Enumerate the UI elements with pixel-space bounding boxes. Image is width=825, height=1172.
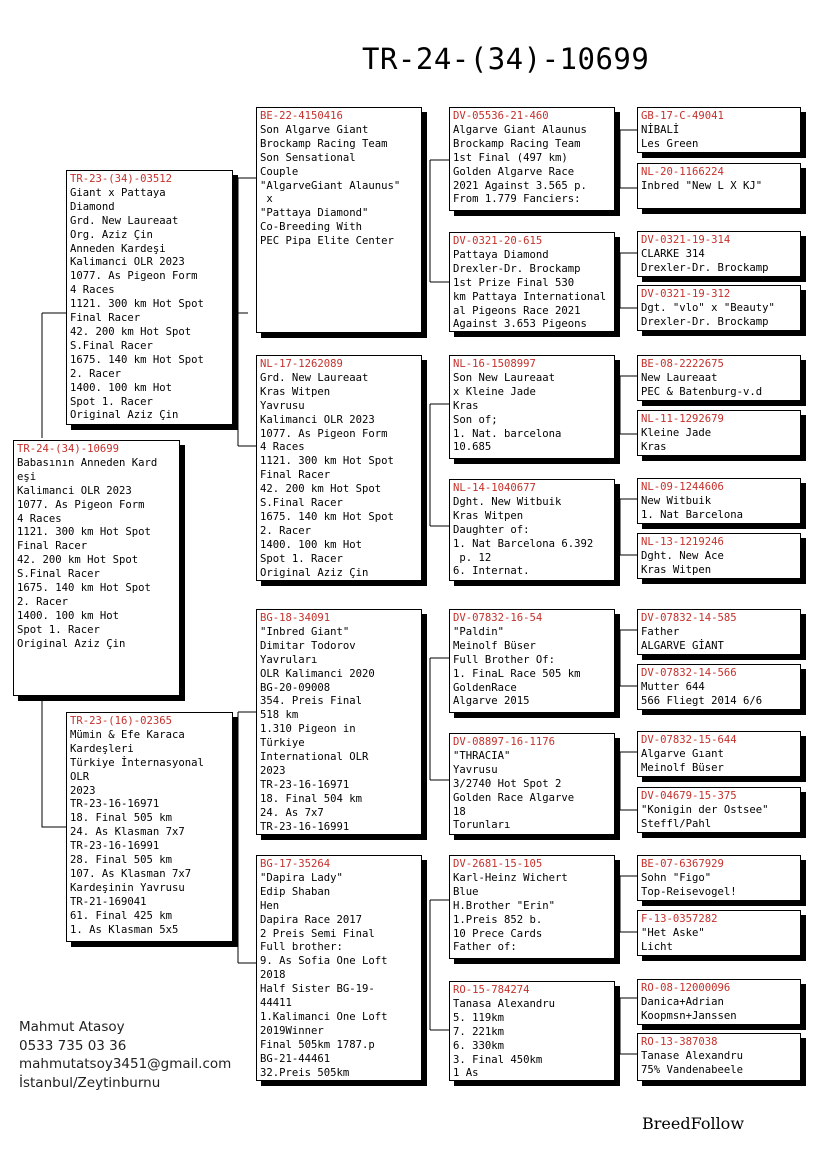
info-line: 1 As bbox=[453, 1067, 479, 1080]
info-line: Diamond bbox=[70, 200, 115, 213]
breeder-email[interactable]: mahmutatsoy3451@gmail.com bbox=[19, 1056, 232, 1073]
info-line: "AlgarveGiant Alaunus" bbox=[260, 179, 401, 192]
info-line: eşi bbox=[17, 470, 37, 483]
great-grandparent-card[interactable] bbox=[449, 232, 615, 332]
info-line: Tanase Alexandru bbox=[641, 1049, 744, 1062]
info-line: 354. Preis Final bbox=[260, 695, 363, 708]
great-grandparent-card[interactable] bbox=[449, 355, 615, 459]
info-line: Grd. New Laureaat bbox=[260, 371, 369, 384]
info-line: Brockamp Racing Team bbox=[453, 137, 581, 150]
ring-number: DV-07832-14-585 bbox=[641, 612, 737, 624]
info-line: 5. 119km bbox=[453, 1011, 505, 1024]
gg-grandparent-card[interactable] bbox=[637, 855, 801, 901]
breeder-contact bbox=[19, 1018, 231, 1092]
info-line: Final Racer bbox=[17, 540, 88, 553]
info-line: NİBALİ bbox=[641, 123, 680, 136]
ring-number: BE-08-2222675 bbox=[641, 358, 724, 370]
info-line: Daughter of: bbox=[453, 523, 530, 536]
ring-number: DV-07832-16-54 bbox=[453, 612, 543, 624]
info-line: Algarve Gıant bbox=[641, 747, 724, 760]
info-line: Dapira Race 2017 bbox=[260, 913, 363, 926]
info-line: S.Final Racer bbox=[70, 339, 153, 352]
ring-number: TR-23-(34)-03512 bbox=[70, 173, 173, 185]
ring-number: RO-08-12000096 bbox=[641, 982, 731, 994]
info-line: GoldenRace bbox=[453, 681, 517, 694]
info-line: Licht bbox=[641, 940, 673, 953]
info-line: 1. Nat Barcelona bbox=[641, 508, 744, 521]
ring-number: GB-17-C-49041 bbox=[641, 110, 724, 122]
info-line: Inbred "New L X KJ" bbox=[641, 179, 763, 192]
info-line: 2 Preis Semi Final bbox=[260, 927, 375, 940]
gg-grandparent-card[interactable] bbox=[637, 410, 801, 456]
info-line: 75% Vandenabeele bbox=[641, 1063, 744, 1076]
info-line: Drexler-Dr. Brockamp bbox=[453, 262, 581, 275]
info-line: PEC & Batenburg-v.d bbox=[641, 385, 763, 398]
info-line: Türkiye bbox=[260, 737, 305, 750]
gg-grandparent-card[interactable] bbox=[637, 231, 801, 277]
info-line: 3/2740 Hot Spot 2 bbox=[453, 777, 562, 790]
info-line: Kras Witpen bbox=[641, 563, 712, 576]
ring-number: TR-23-(16)-02365 bbox=[70, 715, 173, 727]
info-line: 24. As 7x7 bbox=[260, 806, 324, 819]
info-line: Final 505km 1787.p bbox=[260, 1038, 375, 1051]
info-line: Original Aziz Çin bbox=[260, 566, 369, 579]
ring-number: NL-14-1040677 bbox=[453, 482, 536, 494]
ring-number: NL-09-1244606 bbox=[641, 481, 724, 493]
info-line: 2023 bbox=[260, 764, 286, 777]
info-line: Kras Witpen bbox=[260, 385, 331, 398]
info-line: km Pattaya International bbox=[453, 290, 607, 303]
info-line: "Konigin der Ostsee" bbox=[641, 803, 769, 816]
info-line: TR-23-16-16991 bbox=[260, 820, 350, 833]
info-line: 10.685 bbox=[453, 441, 492, 454]
info-line: Algarve 2015 bbox=[453, 695, 530, 708]
info-line: From 1.779 Fanciers: bbox=[453, 193, 581, 206]
info-line: p. 12 bbox=[453, 551, 492, 564]
info-line: 566 Fliegt 2014 6/6 bbox=[641, 694, 763, 707]
info-line: Yavruları bbox=[260, 653, 318, 666]
info-line: Co-Breeding With bbox=[260, 221, 363, 234]
info-line: Father of: bbox=[453, 941, 517, 954]
ring-number: NL-11-1292679 bbox=[641, 413, 724, 425]
ring-number: NL-16-1508997 bbox=[453, 358, 536, 370]
info-line: al Pigeons Race 2021 bbox=[453, 304, 581, 317]
great-grandparent-card[interactable] bbox=[449, 855, 615, 959]
info-line: S.Final Racer bbox=[260, 497, 343, 510]
info-line: Couple bbox=[260, 165, 299, 178]
info-line: 1675. 140 km Hot Spot bbox=[70, 353, 204, 366]
ring-number: BG-17-35264 bbox=[260, 858, 331, 870]
ring-number: NL-17-1262089 bbox=[260, 358, 343, 370]
info-line: 6. Internat. bbox=[453, 565, 530, 578]
ring-number: DV-07832-15-644 bbox=[641, 734, 737, 746]
gg-grandparent-card[interactable] bbox=[637, 731, 801, 777]
info-line: 28. Final 505 km bbox=[70, 854, 173, 867]
info-line: "Het Aske" bbox=[641, 926, 705, 939]
info-line: 1st Prize Final 530 bbox=[453, 276, 575, 289]
gg-grandparent-card[interactable] bbox=[637, 910, 801, 956]
ring-number: DV-08897-16-1176 bbox=[453, 736, 556, 748]
info-line: "THRACIA" bbox=[453, 749, 511, 762]
info-line: Kardeşinin Yavrusu bbox=[70, 881, 185, 894]
breeder-city: İstanbul/Zeytinburnu bbox=[19, 1074, 161, 1091]
info-line: Brockamp Racing Team bbox=[260, 137, 388, 150]
info-line: Spot 1. Racer bbox=[17, 623, 100, 636]
ring-number: NL-20-1166224 bbox=[641, 166, 724, 178]
info-line: Blue bbox=[453, 885, 479, 898]
ring-number: DV-07832-14-566 bbox=[641, 667, 737, 679]
pedigree-title: TR-24-(34)-10699 bbox=[362, 42, 650, 76]
info-line: Dght. New Ace bbox=[641, 549, 724, 562]
info-line: BG-21-44461 bbox=[260, 1052, 331, 1065]
great-grandparent-card[interactable] bbox=[449, 107, 615, 211]
info-line: TR-23-16-16971 bbox=[260, 778, 350, 791]
info-line: 1.Preis 852 b. bbox=[453, 913, 543, 926]
info-line: TR-23-16-16991 bbox=[70, 840, 160, 853]
info-line: 6. 330km bbox=[453, 1039, 505, 1052]
info-line: 2. Racer bbox=[260, 524, 312, 537]
info-line: 1. FinaL Race 505 km bbox=[453, 667, 581, 680]
ring-number: BG-18-34091 bbox=[260, 612, 331, 624]
great-grandparent-card[interactable] bbox=[449, 479, 615, 581]
great-grandparent-card[interactable] bbox=[449, 733, 615, 835]
ring-number: DV-04679-15-375 bbox=[641, 790, 737, 802]
info-line: Golden Race Algarve bbox=[453, 791, 575, 804]
info-line: 1.310 Pigeon in bbox=[260, 723, 356, 736]
info-line: 518 km bbox=[260, 709, 299, 722]
info-line: Kardeşleri bbox=[70, 742, 134, 755]
info-line: OLR bbox=[70, 770, 90, 783]
info-line: 1077. As Pigeon Form bbox=[17, 498, 145, 511]
info-line: 42. 200 km Hot Spot bbox=[17, 554, 139, 567]
info-line: H.Brother "Erin" bbox=[453, 899, 556, 912]
info-line: Kalimanci OLR 2023 bbox=[17, 484, 132, 497]
info-line: Danica+Adrian bbox=[641, 995, 724, 1008]
info-line: "Pattaya Diamond" bbox=[260, 207, 369, 220]
info-line: Kalimanci OLR 2023 bbox=[260, 413, 375, 426]
info-line: 18 bbox=[453, 805, 466, 818]
info-line: Father bbox=[641, 625, 680, 638]
info-line: 24. As Klasman 7x7 bbox=[70, 826, 185, 839]
info-line: 4 Races bbox=[260, 441, 305, 454]
info-line: 1121. 300 km Hot Spot bbox=[260, 455, 394, 468]
info-line: Babasının Anneden Kard bbox=[17, 456, 158, 469]
info-line: 1400. 100 km Hot bbox=[70, 381, 173, 394]
info-line: 3. Final 450km bbox=[453, 1053, 543, 1066]
info-line: Giant x Pattaya bbox=[70, 186, 166, 199]
info-line: 4 Races bbox=[17, 512, 62, 525]
info-line: 1675. 140 km Hot Spot bbox=[260, 510, 394, 523]
subject-pigeon-card[interactable] bbox=[13, 440, 180, 696]
info-line: Son New Laureaat bbox=[453, 371, 556, 384]
info-line: Spot 1. Racer bbox=[70, 395, 153, 408]
info-line: 107. As Klasman 7x7 bbox=[70, 867, 192, 880]
info-line: Anneden Kardeşi bbox=[70, 242, 166, 255]
dam-card[interactable] bbox=[66, 712, 233, 942]
info-line: Full Brother Of: bbox=[453, 653, 556, 666]
info-line: Steffl/Pahl bbox=[641, 817, 712, 830]
info-line: 1121. 300 km Hot Spot bbox=[17, 526, 151, 539]
info-line: Kras bbox=[453, 399, 479, 412]
info-line: 44411 bbox=[260, 997, 292, 1010]
info-line: ALGARVE GİANT bbox=[641, 639, 724, 652]
info-line: Karl-Heinz Wichert bbox=[453, 871, 568, 884]
gg-grandparent-card[interactable] bbox=[637, 107, 801, 153]
grandparent-card[interactable] bbox=[256, 107, 422, 333]
info-line: Kalimanci OLR 2023 bbox=[70, 256, 185, 269]
gg-grandparent-card[interactable] bbox=[637, 285, 801, 331]
info-line: Original Aziz Çin bbox=[17, 637, 126, 650]
info-line: Hen bbox=[260, 899, 280, 912]
info-line: 18. Final 505 km bbox=[70, 812, 173, 825]
info-line: Yavrusu bbox=[453, 763, 498, 776]
info-line: 2019Winner bbox=[260, 1024, 324, 1037]
ring-number: DV-0321-19-312 bbox=[641, 288, 731, 300]
info-line: 10 Prece Cards bbox=[453, 927, 543, 940]
info-line: Meinolf Büser bbox=[641, 761, 724, 774]
info-line: BG-20-09008 bbox=[260, 681, 331, 694]
info-line: Drexler-Dr. Brockamp bbox=[641, 261, 769, 274]
ring-number: DV-0321-20-615 bbox=[453, 235, 543, 247]
info-line: Mutter 644 bbox=[641, 680, 705, 693]
info-line: "Inbred Giant" bbox=[260, 625, 350, 638]
info-line: Yavrusu bbox=[260, 399, 305, 412]
info-line: 1. Nat. barcelona bbox=[453, 427, 562, 440]
info-line: 9. As Sofia One Loft bbox=[260, 955, 388, 968]
ring-number: RO-13-387038 bbox=[641, 1036, 718, 1048]
info-line: Les Green bbox=[641, 137, 699, 150]
info-line: 1675. 140 km Hot Spot bbox=[17, 582, 151, 595]
breeder-name: Mahmut Atasoy bbox=[19, 1019, 125, 1035]
info-line: 2023 bbox=[70, 784, 96, 797]
great-grandparent-card[interactable] bbox=[449, 609, 615, 713]
info-line: New Laureaat bbox=[641, 371, 718, 384]
info-line: Tanasa Alexandru bbox=[453, 997, 556, 1010]
info-line: International OLR bbox=[260, 751, 369, 764]
info-line: Dgt. "vlo" x "Beauty" bbox=[641, 301, 775, 314]
info-line: Kleine Jade bbox=[641, 426, 712, 439]
grandparent-card[interactable] bbox=[256, 609, 422, 835]
info-line: Final Racer bbox=[260, 469, 331, 482]
info-line: Half Sister BG-19- bbox=[260, 983, 375, 996]
info-line: 1400. 100 km Hot bbox=[17, 609, 120, 622]
info-line: 2. Racer bbox=[17, 595, 69, 608]
info-line: x bbox=[260, 193, 273, 206]
info-line: Kras bbox=[641, 440, 667, 453]
info-line: 42. 200 km Hot Spot bbox=[260, 483, 382, 496]
info-line: Full brother: bbox=[260, 941, 343, 954]
info-line: Meinolf Büser bbox=[453, 639, 536, 652]
great-grandparent-card[interactable] bbox=[449, 981, 615, 1081]
info-line: "Paldin" bbox=[453, 625, 505, 638]
ring-number: DV-2681-15-105 bbox=[453, 858, 543, 870]
info-line: Golden Algarve Race bbox=[453, 165, 575, 178]
ring-number: TR-24-(34)-10699 bbox=[17, 443, 120, 455]
info-line: Dght. New Witbuik bbox=[453, 495, 562, 508]
info-line: "Dapira Lady" bbox=[260, 871, 343, 884]
info-line: 7. 221km bbox=[453, 1025, 505, 1038]
info-line: Algarve Giant Alaunus bbox=[453, 123, 587, 136]
grandparent-card[interactable] bbox=[256, 355, 422, 581]
info-line: Son of; bbox=[453, 413, 498, 426]
info-line: 1st Final (497 km) bbox=[453, 151, 568, 164]
ring-number: BE-22-4150416 bbox=[260, 110, 343, 122]
info-line: 1. As Klasman 5x5 bbox=[70, 923, 179, 936]
info-line: Dimitar Todorov bbox=[260, 639, 356, 652]
info-line: Sohn "Figo" bbox=[641, 871, 712, 884]
gg-grandparent-card[interactable] bbox=[637, 664, 801, 710]
info-line: 1. Nat Barcelona 6.392 bbox=[453, 537, 594, 550]
info-line: x Kleine Jade bbox=[453, 385, 536, 398]
info-line: S.Final Racer bbox=[17, 568, 100, 581]
gg-grandparent-card[interactable] bbox=[637, 355, 801, 401]
info-line: Original Aziz Çin bbox=[70, 409, 179, 422]
info-line: 2018 bbox=[260, 969, 286, 982]
info-line: Pattaya Diamond bbox=[453, 248, 549, 261]
info-line: PEC Pipa Elite Center bbox=[260, 235, 394, 248]
info-line: 4 Races bbox=[70, 284, 115, 297]
info-line: 18. Final 504 km bbox=[260, 792, 363, 805]
info-line: Drexler-Dr. Brockamp bbox=[641, 315, 769, 328]
gg-grandparent-card[interactable] bbox=[637, 609, 801, 655]
gg-grandparent-card[interactable] bbox=[637, 1033, 801, 1081]
info-line: Koopmsn+Janssen bbox=[641, 1009, 737, 1022]
info-line: Org. Aziz Çin bbox=[70, 228, 153, 241]
ring-number: BE-07-6367929 bbox=[641, 858, 724, 870]
info-line: Top-Reisevogel! bbox=[641, 885, 737, 898]
info-line: 1.Kalimanci One Loft bbox=[260, 1010, 388, 1023]
info-line: OLR Kalimanci 2020 bbox=[260, 667, 375, 680]
grandparent-card[interactable] bbox=[256, 855, 422, 1081]
gg-grandparent-card[interactable] bbox=[637, 787, 801, 833]
info-line: 42. 200 km Hot Spot bbox=[70, 325, 192, 338]
ring-number: F-13-0357282 bbox=[641, 913, 718, 925]
brand-logo-text: BreedFollow bbox=[642, 1114, 745, 1133]
ring-number: RO-15-784274 bbox=[453, 984, 530, 996]
info-line: New Witbuik bbox=[641, 494, 712, 507]
info-line: Torunları bbox=[453, 819, 511, 832]
gg-grandparent-card[interactable] bbox=[637, 163, 801, 209]
info-line: 1121. 300 km Hot Spot bbox=[70, 298, 204, 311]
info-line: Türkiye İnternasyonal bbox=[70, 756, 204, 769]
info-line: 1077. As Pigeon Form bbox=[260, 427, 388, 440]
info-line: 2. Racer bbox=[70, 367, 122, 380]
info-line: Kras Witpen bbox=[453, 509, 524, 522]
info-line: 1077. As Pigeon Form bbox=[70, 270, 198, 283]
gg-grandparent-card[interactable] bbox=[637, 478, 801, 524]
gg-grandparent-card[interactable] bbox=[637, 533, 801, 579]
info-line: Final Racer bbox=[70, 312, 141, 325]
gg-grandparent-card[interactable] bbox=[637, 979, 801, 1025]
sire-card[interactable] bbox=[66, 170, 233, 425]
info-line: CLARKE 314 bbox=[641, 247, 705, 260]
ring-number: NL-13-1219246 bbox=[641, 536, 724, 548]
info-line: Mümin & Efe Karaca bbox=[70, 728, 185, 741]
info-line: Son Algarve Giant bbox=[260, 123, 369, 136]
info-line: Grd. New Laureaat bbox=[70, 214, 179, 227]
info-line: Spot 1. Racer bbox=[260, 552, 343, 565]
breeder-phone[interactable]: 0533 735 03 36 bbox=[19, 1037, 127, 1054]
info-line: 61. Final 425 km bbox=[70, 909, 173, 922]
info-line: 2021 Against 3.565 p. bbox=[453, 179, 587, 192]
ring-number: DV-0321-19-314 bbox=[641, 234, 731, 246]
info-line: Against 3.653 Pigeons bbox=[453, 318, 587, 331]
info-line: 32.Preis 505km bbox=[260, 1066, 350, 1079]
info-line: 1400. 100 km Hot bbox=[260, 538, 363, 551]
info-line: TR-23-16-16971 bbox=[70, 798, 160, 811]
info-line: Son Sensational bbox=[260, 151, 356, 164]
ring-number: DV-05536-21-460 bbox=[453, 110, 549, 122]
info-line: Edip Shaban bbox=[260, 885, 331, 898]
info-line: TR-21-169041 bbox=[70, 895, 147, 908]
